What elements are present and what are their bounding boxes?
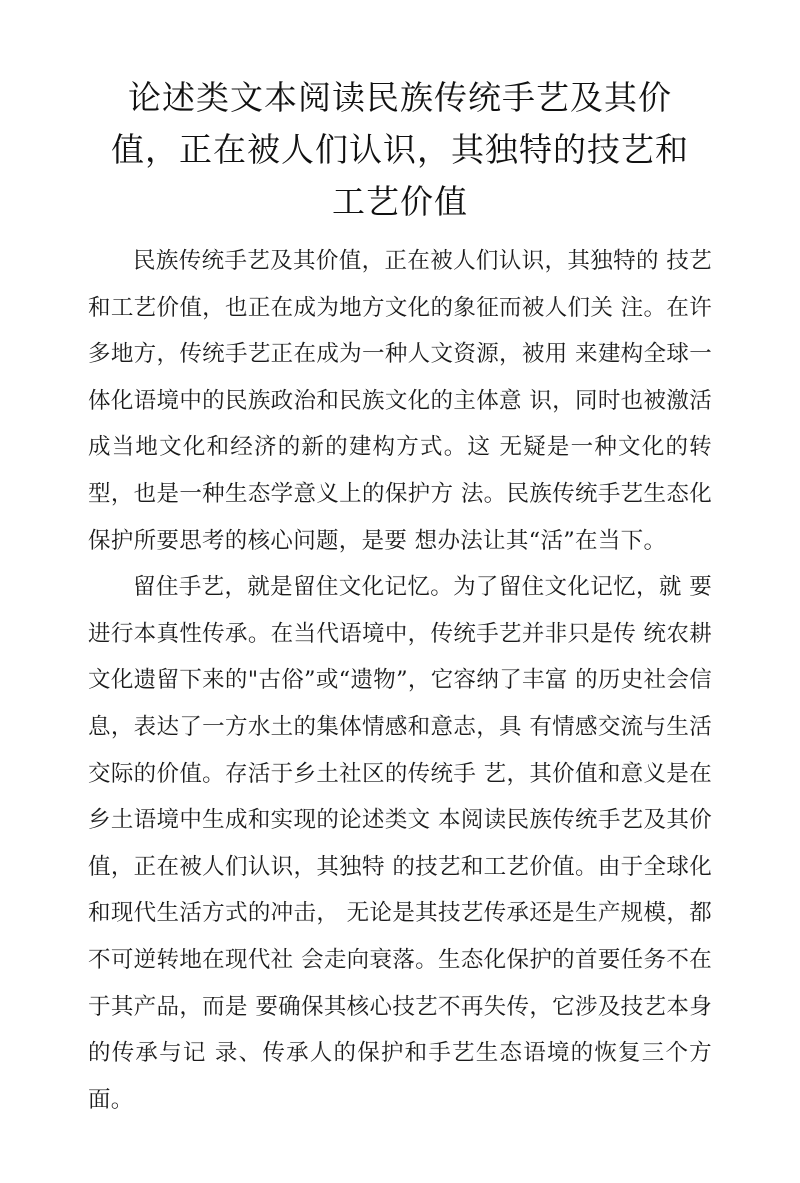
body-paragraph-2: 留住手艺，就是留住文化记忆。为了留住文化记忆，就 要进行本真性传承。在当代语境中，传统手艺并非只是传 统农耕文化遗留下来的"古俗”或“遗物”，它容纳了丰富 的历史社会信息，表达了一方水土的集体情感和意志，具 有情感交流与生活交际的价值。存活于乡土社区的传统手 艺，其价值和意义是在乡土语境中生成和实现的论述类文 本阅读民族传统手艺及其价值，正在被人们认识，其独特 的技艺和工艺价值。由于全球化和现代生活方式的冲击， 无论是其技艺传承还是生产规模，都不可逆转地在现代社 会走向衰落。生态化保护的首要任务不在于其产品，而是 要确保其核心技艺不再失传，它涉及技艺本身的传承与记 录、传承人的保护和手艺生态语境的恢复三个方面。 — [88, 574, 712, 1113]
document-title: 论述类文本阅读民族传统手艺及其价值，正在被人们认识，其独特的技艺和工艺价值 — [111, 78, 689, 221]
body-paragraph-1: 民族传统手艺及其价值，正在被人们认识，其独特的 技艺和工艺价值，也正在成为地方文化的象征而被人们关 注。在许多地方，传统手艺正在成为一种人文资源，被用 来建构全球一体化语境中的民族政治和民族文化的主体意 识，同时也被激活成当地文化和经济的新的建构方式。这 无疑是一种文化的转型，也是一种生态学意义上的保护方 法。民族传统手艺生态化保护所要思考的核心问题，是要 想办法让其“活”在当下。 — [88, 248, 712, 554]
